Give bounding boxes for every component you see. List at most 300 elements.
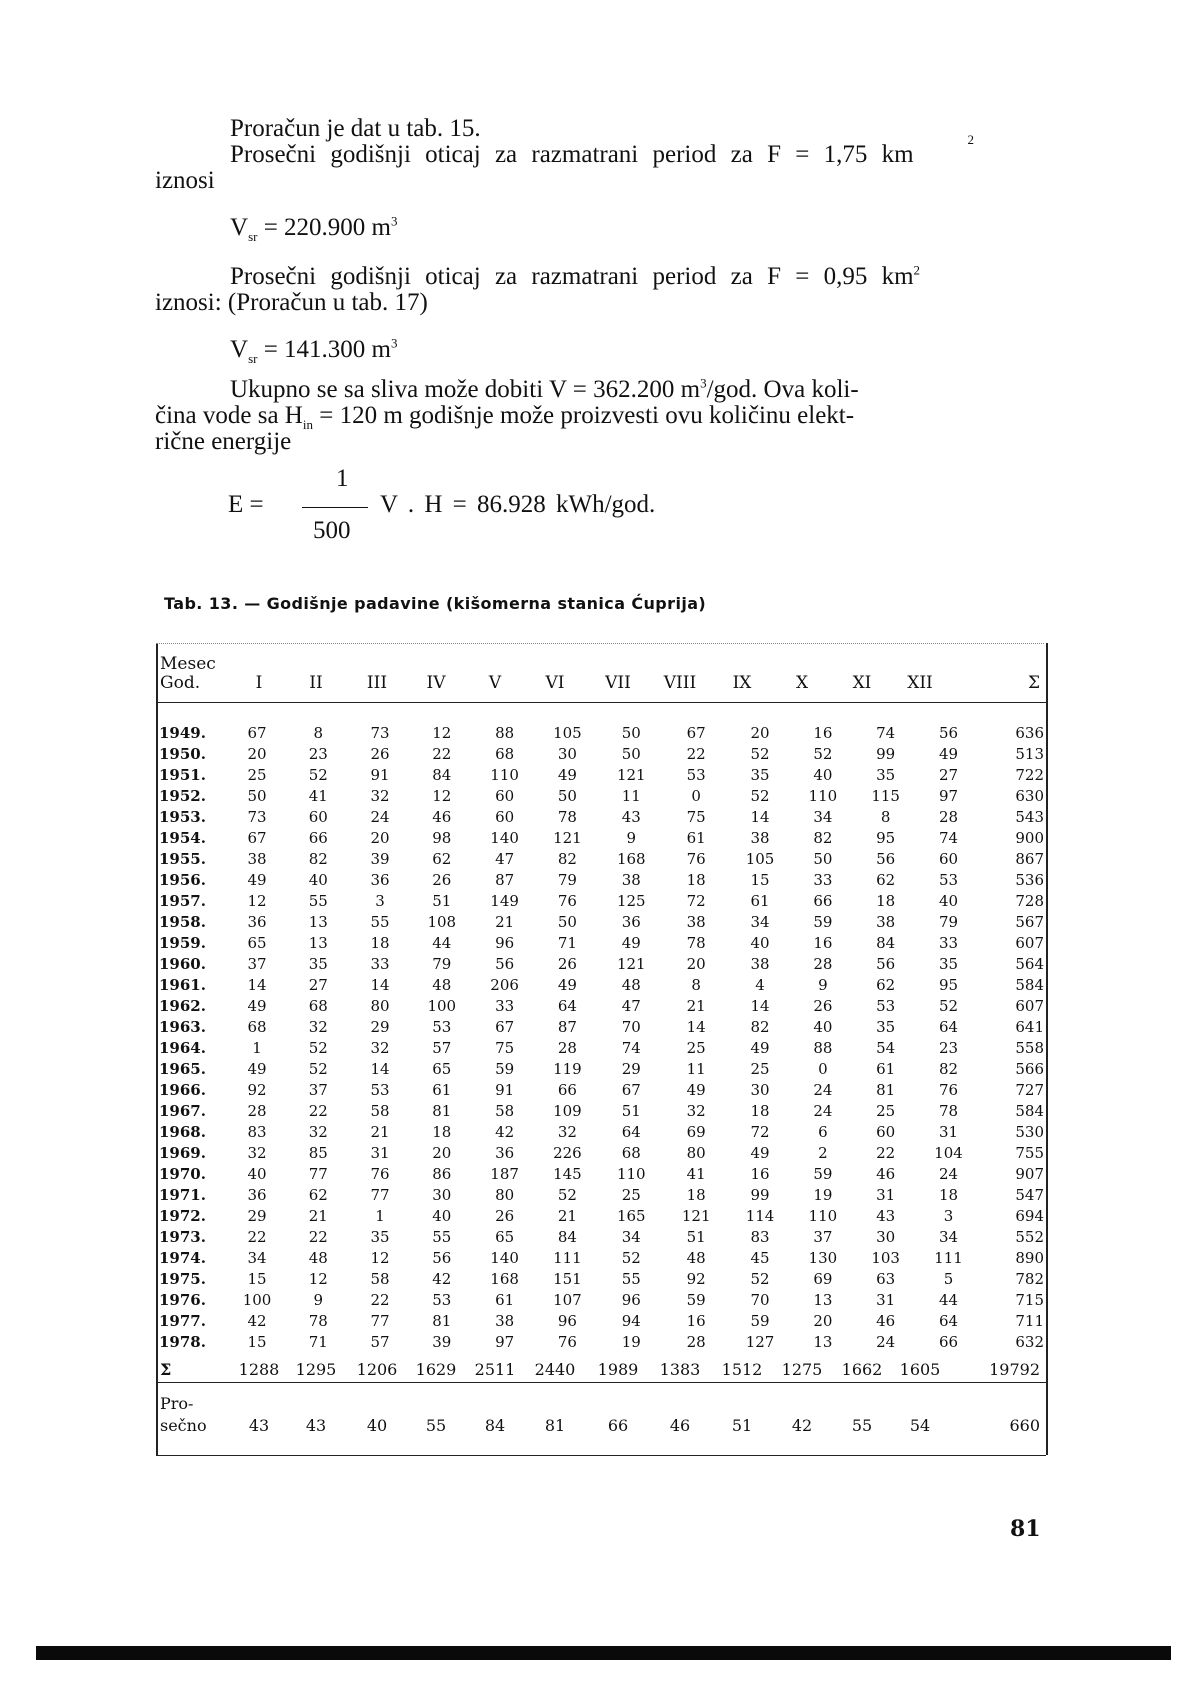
value-cell: 78 bbox=[557, 807, 577, 826]
table-row bbox=[156, 1100, 1046, 1121]
value-cell: 84 bbox=[432, 765, 452, 784]
value-cell: 67 bbox=[247, 723, 267, 742]
value-cell: 55 bbox=[370, 912, 390, 931]
value-cell: 115 bbox=[871, 786, 900, 805]
value-cell: 96 bbox=[621, 1290, 641, 1309]
year-cell: 1972. bbox=[159, 1206, 206, 1225]
value-cell: 3 bbox=[943, 1206, 954, 1225]
average-cell: 43 bbox=[248, 1416, 270, 1435]
year-cell: 1952. bbox=[159, 786, 206, 805]
value-cell: 24 bbox=[370, 807, 390, 826]
table-sum-rule bbox=[156, 1382, 1046, 1383]
value-cell: 48 bbox=[308, 1248, 328, 1267]
average-cell: 40 bbox=[366, 1416, 388, 1435]
year-cell: 1969. bbox=[159, 1143, 206, 1162]
value-cell: 100 bbox=[427, 996, 457, 1015]
value-cell: 29 bbox=[621, 1059, 641, 1078]
value-cell: 31 bbox=[876, 1185, 896, 1204]
value-cell: 121 bbox=[681, 1206, 711, 1225]
value-cell: 50 bbox=[557, 912, 577, 931]
value-cell: 22 bbox=[432, 744, 452, 763]
text-line-3: iznosi bbox=[155, 167, 215, 194]
value-cell: 30 bbox=[876, 1227, 896, 1246]
value-cell: 44 bbox=[938, 1290, 959, 1309]
value-cell: 16 bbox=[813, 723, 833, 742]
value-cell: 40 bbox=[938, 891, 959, 910]
value-cell: 39 bbox=[432, 1332, 452, 1351]
text-line-2 bbox=[230, 132, 974, 170]
value-cell: 57 bbox=[370, 1332, 390, 1351]
value-cell: 49 bbox=[750, 1143, 770, 1162]
value-cell: 32 bbox=[308, 1017, 328, 1036]
value-cell: 15 bbox=[247, 1332, 267, 1351]
value-cell: 110 bbox=[808, 786, 838, 805]
value-cell: 28 bbox=[813, 954, 833, 973]
text-line-10: rične energije bbox=[155, 428, 292, 455]
column-header: IV bbox=[426, 673, 446, 693]
value-cell: 56 bbox=[876, 849, 896, 868]
value-cell: 28 bbox=[557, 1038, 577, 1057]
total-cell: 558 bbox=[1015, 1038, 1044, 1057]
page-number: 81 bbox=[1010, 1516, 1041, 1542]
value-cell: 55 bbox=[432, 1227, 452, 1246]
value-cell: 98 bbox=[432, 828, 452, 847]
value-cell: 62 bbox=[876, 870, 896, 889]
value-cell: 108 bbox=[427, 912, 457, 931]
value-cell: 16 bbox=[813, 933, 833, 952]
year-cell: 1967. bbox=[159, 1101, 206, 1120]
value-cell: 30 bbox=[750, 1080, 770, 1099]
value-cell: 21 bbox=[495, 912, 515, 931]
sum-cell: 19792 bbox=[989, 1360, 1040, 1379]
column-header: XII bbox=[907, 673, 933, 693]
value-cell: 33 bbox=[938, 933, 959, 952]
sum-label: Σ bbox=[160, 1360, 172, 1379]
value-cell: 82 bbox=[557, 849, 577, 868]
year-cell: 1953. bbox=[159, 807, 206, 826]
value-cell: 79 bbox=[432, 954, 452, 973]
value-cell: 74 bbox=[621, 1038, 641, 1057]
value-cell: 95 bbox=[876, 828, 896, 847]
table-row bbox=[156, 1037, 1046, 1058]
value-cell: 74 bbox=[938, 828, 959, 847]
value-cell: 34 bbox=[621, 1227, 641, 1246]
value-cell: 26 bbox=[557, 954, 577, 973]
sum-cell: 1512 bbox=[721, 1360, 763, 1379]
value-cell: 33 bbox=[370, 954, 390, 973]
value-cell: 35 bbox=[876, 765, 896, 784]
value-cell: 61 bbox=[686, 828, 706, 847]
value-cell: 49 bbox=[247, 870, 267, 889]
sum-cell: 1383 bbox=[659, 1360, 701, 1379]
value-cell: 32 bbox=[370, 1038, 390, 1057]
value-cell: 16 bbox=[686, 1311, 706, 1330]
value-cell: 12 bbox=[308, 1269, 328, 1288]
value-cell: 35 bbox=[876, 1017, 896, 1036]
value-cell: 56 bbox=[938, 723, 959, 742]
value-cell: 29 bbox=[247, 1206, 267, 1225]
value-cell: 46 bbox=[432, 807, 452, 826]
value-cell: 42 bbox=[432, 1269, 452, 1288]
value-cell: 6 bbox=[818, 1122, 828, 1141]
value-cell: 52 bbox=[308, 1038, 328, 1057]
value-cell: 68 bbox=[495, 744, 515, 763]
value-cell: 18 bbox=[370, 933, 390, 952]
value-cell: 1 bbox=[252, 1038, 262, 1057]
value-cell: 12 bbox=[370, 1248, 390, 1267]
value-cell: 127 bbox=[745, 1332, 775, 1351]
value-cell: 5 bbox=[943, 1269, 954, 1288]
value-cell: 58 bbox=[370, 1101, 390, 1120]
value-cell: 14 bbox=[686, 1017, 706, 1036]
value-cell: 71 bbox=[308, 1332, 328, 1351]
value-cell: 18 bbox=[750, 1101, 770, 1120]
value-cell: 51 bbox=[432, 891, 452, 910]
total-cell: 564 bbox=[1015, 954, 1044, 973]
value-cell: 22 bbox=[686, 744, 706, 763]
total-cell: 727 bbox=[1015, 1080, 1044, 1099]
value-cell: 59 bbox=[813, 1164, 833, 1183]
value-cell: 50 bbox=[621, 744, 641, 763]
value-cell: 34 bbox=[750, 912, 770, 931]
value-cell: 45 bbox=[750, 1248, 770, 1267]
value-cell: 35 bbox=[308, 954, 328, 973]
value-cell: 20 bbox=[432, 1143, 452, 1162]
value-cell: 66 bbox=[938, 1332, 959, 1351]
value-cell: 23 bbox=[938, 1038, 959, 1057]
table-row bbox=[156, 1184, 1046, 1205]
value-cell: 78 bbox=[686, 933, 706, 952]
year-cell: 1974. bbox=[159, 1248, 206, 1267]
value-cell: 68 bbox=[621, 1143, 641, 1162]
column-header: VIII bbox=[663, 673, 697, 693]
value-cell: 58 bbox=[370, 1269, 390, 1288]
value-cell: 40 bbox=[308, 870, 328, 889]
table-row bbox=[156, 1079, 1046, 1100]
year-cell: 1975. bbox=[159, 1269, 206, 1288]
value-cell: 62 bbox=[876, 975, 896, 994]
value-cell: 38 bbox=[750, 954, 770, 973]
value-cell: 38 bbox=[750, 828, 770, 847]
value-cell: 60 bbox=[495, 807, 515, 826]
value-cell: 13 bbox=[813, 1332, 833, 1351]
value-cell: 33 bbox=[813, 870, 833, 889]
value-cell: 74 bbox=[876, 723, 896, 742]
value-cell: 68 bbox=[247, 1017, 267, 1036]
total-cell: 867 bbox=[1015, 849, 1044, 868]
value-cell: 92 bbox=[686, 1269, 706, 1288]
year-cell: 1965. bbox=[159, 1059, 206, 1078]
value-cell: 14 bbox=[750, 807, 770, 826]
value-cell: 52 bbox=[938, 996, 959, 1015]
value-cell: 78 bbox=[308, 1311, 328, 1330]
value-cell: 187 bbox=[490, 1164, 519, 1183]
value-cell: 27 bbox=[308, 975, 328, 994]
value-cell: 64 bbox=[557, 996, 577, 1015]
value-cell: 73 bbox=[370, 723, 390, 742]
value-cell: 76 bbox=[557, 891, 577, 910]
value-cell: 20 bbox=[247, 744, 267, 763]
value-cell: 41 bbox=[686, 1164, 706, 1183]
total-cell: 552 bbox=[1015, 1227, 1044, 1246]
value-cell: 18 bbox=[686, 870, 706, 889]
value-cell: 0 bbox=[818, 1059, 828, 1078]
value-cell: 8 bbox=[691, 975, 701, 994]
value-cell: 61 bbox=[495, 1290, 515, 1309]
value-cell: 33 bbox=[495, 996, 515, 1015]
value-cell: 66 bbox=[557, 1080, 577, 1099]
value-cell: 49 bbox=[621, 933, 641, 952]
value-cell: 121 bbox=[616, 954, 646, 973]
value-cell: 82 bbox=[308, 849, 328, 868]
value-cell: 61 bbox=[432, 1080, 452, 1099]
value-cell: 44 bbox=[432, 933, 452, 952]
value-cell: 20 bbox=[370, 828, 390, 847]
value-cell: 40 bbox=[813, 1017, 833, 1036]
text-line-9: čina vode sa $H_{in} = 120$ m godišnje može proizvesti ovu količinu elekt- bbox=[155, 402, 855, 432]
value-cell: 71 bbox=[557, 933, 577, 952]
sum-cell: 1295 bbox=[295, 1360, 337, 1379]
table-row bbox=[156, 848, 1046, 869]
value-cell: 67 bbox=[621, 1080, 641, 1099]
year-cell: 1963. bbox=[159, 1017, 206, 1036]
value-cell: 121 bbox=[553, 828, 582, 847]
value-cell: 56 bbox=[876, 954, 896, 973]
value-cell: 31 bbox=[876, 1290, 896, 1309]
value-cell: 9 bbox=[626, 828, 637, 847]
year-cell: 1957. bbox=[159, 891, 206, 910]
value-cell: 60 bbox=[938, 849, 959, 868]
value-cell: 82 bbox=[813, 828, 833, 847]
value-cell: 4 bbox=[755, 975, 765, 994]
equation-numerator: 1 bbox=[336, 465, 349, 492]
column-header: II bbox=[309, 673, 323, 693]
value-cell: 61 bbox=[750, 891, 770, 910]
value-cell: 81 bbox=[432, 1311, 452, 1330]
total-cell: 632 bbox=[1015, 1332, 1044, 1351]
equation-rhs: V . H = 86.928 kWh/god. bbox=[380, 491, 656, 518]
sum-cell: 1605 bbox=[899, 1360, 941, 1379]
value-cell: 32 bbox=[370, 786, 390, 805]
table-row bbox=[156, 785, 1046, 806]
value-cell: 18 bbox=[876, 891, 896, 910]
value-cell: 53 bbox=[370, 1080, 390, 1099]
average-label-1: Pro- bbox=[160, 1394, 194, 1413]
value-cell: 91 bbox=[370, 765, 390, 784]
value-cell: 140 bbox=[490, 828, 519, 847]
value-cell: 14 bbox=[247, 975, 267, 994]
total-cell: 607 bbox=[1015, 996, 1044, 1015]
value-cell: 110 bbox=[808, 1206, 838, 1225]
value-cell: 12 bbox=[432, 786, 452, 805]
sum-cell: 1288 bbox=[238, 1360, 280, 1379]
total-cell: 547 bbox=[1015, 1185, 1044, 1204]
table-row bbox=[156, 1247, 1046, 1268]
total-cell: 513 bbox=[1015, 744, 1044, 763]
total-cell: 900 bbox=[1015, 828, 1044, 847]
value-cell: 11 bbox=[686, 1059, 706, 1078]
value-cell: 85 bbox=[308, 1143, 328, 1162]
value-cell: 43 bbox=[621, 807, 641, 826]
average-cell: 55 bbox=[425, 1416, 447, 1435]
equation-lhs: E = bbox=[228, 491, 264, 518]
value-cell: 80 bbox=[495, 1185, 515, 1204]
value-cell: 25 bbox=[686, 1038, 706, 1057]
value-cell: 51 bbox=[686, 1227, 706, 1246]
value-cell: 43 bbox=[876, 1206, 896, 1225]
value-cell: 42 bbox=[495, 1122, 515, 1141]
value-cell: 34 bbox=[938, 1227, 959, 1246]
value-cell: 21 bbox=[686, 996, 706, 1015]
value-cell: 82 bbox=[938, 1059, 959, 1078]
value-cell: 52 bbox=[308, 1059, 328, 1078]
value-cell: 2 bbox=[818, 1143, 828, 1162]
text-line-5: Prosečni godišnji oticaj za razmatrani period za F = 0,95 $km^2$ bbox=[230, 262, 921, 290]
value-cell: 36 bbox=[247, 1185, 267, 1204]
value-cell: 38 bbox=[876, 912, 896, 931]
value-cell: 79 bbox=[557, 870, 577, 889]
value-cell: 25 bbox=[750, 1059, 770, 1078]
average-label-2: sečno bbox=[160, 1416, 207, 1435]
value-cell: 13 bbox=[813, 1290, 833, 1309]
sum-cell: 1629 bbox=[415, 1360, 457, 1379]
value-cell: 119 bbox=[553, 1059, 582, 1078]
table-row bbox=[156, 890, 1046, 911]
total-cell: 907 bbox=[1015, 1164, 1044, 1183]
value-cell: 84 bbox=[557, 1227, 577, 1246]
value-cell: 56 bbox=[495, 954, 515, 973]
year-cell: 1978. bbox=[159, 1332, 206, 1351]
value-cell: 20 bbox=[686, 954, 706, 973]
value-cell: 11 bbox=[621, 786, 641, 805]
value-cell: 26 bbox=[432, 870, 452, 889]
value-cell: 65 bbox=[247, 933, 267, 952]
value-cell: 70 bbox=[750, 1290, 770, 1309]
value-cell: 49 bbox=[938, 744, 959, 763]
total-cell: 728 bbox=[1015, 891, 1044, 910]
value-cell: 9 bbox=[818, 975, 828, 994]
value-cell: 28 bbox=[247, 1101, 267, 1120]
value-cell: 37 bbox=[247, 954, 267, 973]
value-cell: 206 bbox=[490, 975, 519, 994]
table-row bbox=[156, 1016, 1046, 1037]
column-header: I bbox=[255, 673, 263, 693]
value-cell: 34 bbox=[247, 1248, 267, 1267]
table-row bbox=[156, 932, 1046, 953]
table-row bbox=[156, 1268, 1046, 1289]
value-cell: 35 bbox=[370, 1227, 390, 1246]
value-cell: 8 bbox=[880, 807, 891, 826]
value-cell: 105 bbox=[745, 849, 775, 868]
value-cell: 57 bbox=[432, 1038, 452, 1057]
sum-cell: 2511 bbox=[474, 1360, 516, 1379]
total-cell: 567 bbox=[1015, 912, 1044, 931]
table-row bbox=[156, 1310, 1046, 1331]
total-cell: 782 bbox=[1015, 1269, 1044, 1288]
total-cell: 566 bbox=[1015, 1059, 1044, 1078]
formula-vsr-2: $V_{sr} = 141.300$ $m^3$ bbox=[230, 335, 398, 366]
value-cell: 87 bbox=[495, 870, 515, 889]
value-cell: 52 bbox=[750, 744, 770, 763]
average-cell: 42 bbox=[791, 1416, 813, 1435]
value-cell: 49 bbox=[750, 1038, 770, 1057]
value-cell: 49 bbox=[247, 996, 267, 1015]
value-cell: 46 bbox=[876, 1311, 896, 1330]
value-cell: 83 bbox=[247, 1122, 267, 1141]
total-cell: 630 bbox=[1015, 786, 1044, 805]
value-cell: 37 bbox=[308, 1080, 328, 1099]
average-cell: 51 bbox=[731, 1416, 753, 1435]
value-cell: 30 bbox=[432, 1185, 452, 1204]
value-cell: 62 bbox=[308, 1185, 328, 1204]
value-cell: 76 bbox=[686, 849, 706, 868]
value-cell: 34 bbox=[813, 807, 833, 826]
value-cell: 38 bbox=[247, 849, 267, 868]
average-cell: 55 bbox=[851, 1416, 873, 1435]
value-cell: 59 bbox=[686, 1290, 706, 1309]
header-month: Mesec bbox=[160, 654, 216, 674]
value-cell: 67 bbox=[247, 828, 267, 847]
table-header-rule bbox=[156, 702, 1046, 703]
year-cell: 1976. bbox=[159, 1290, 206, 1309]
year-cell: 1977. bbox=[159, 1311, 206, 1330]
sum-cell: 1989 bbox=[597, 1360, 639, 1379]
value-cell: 96 bbox=[495, 933, 515, 952]
value-cell: 69 bbox=[813, 1269, 833, 1288]
value-cell: 22 bbox=[308, 1227, 328, 1246]
value-cell: 55 bbox=[621, 1269, 641, 1288]
value-cell: 105 bbox=[553, 723, 582, 742]
total-cell: 607 bbox=[1015, 933, 1044, 952]
table-row bbox=[156, 1058, 1046, 1079]
year-cell: 1958. bbox=[159, 912, 206, 931]
year-cell: 1951. bbox=[159, 765, 206, 784]
value-cell: 64 bbox=[938, 1017, 959, 1036]
value-cell: 53 bbox=[432, 1290, 452, 1309]
year-cell: 1954. bbox=[159, 828, 206, 847]
value-cell: 66 bbox=[308, 828, 328, 847]
value-cell: 67 bbox=[686, 723, 706, 742]
sum-cell: 1275 bbox=[781, 1360, 823, 1379]
year-cell: 1971. bbox=[159, 1185, 206, 1204]
value-cell: 49 bbox=[686, 1080, 706, 1099]
value-cell: 68 bbox=[308, 996, 328, 1015]
value-cell: 25 bbox=[247, 765, 267, 784]
value-cell: 83 bbox=[750, 1227, 770, 1246]
year-cell: 1970. bbox=[159, 1164, 206, 1183]
value-cell: 8 bbox=[313, 723, 324, 742]
value-cell: 76 bbox=[557, 1332, 577, 1351]
value-cell: 31 bbox=[370, 1143, 390, 1162]
value-cell: 77 bbox=[370, 1311, 390, 1330]
value-cell: 56 bbox=[432, 1248, 452, 1267]
value-cell: 21 bbox=[308, 1206, 328, 1225]
value-cell: 63 bbox=[876, 1269, 896, 1288]
total-cell: 543 bbox=[1015, 807, 1044, 826]
value-cell: 26 bbox=[813, 996, 833, 1015]
value-cell: 59 bbox=[813, 912, 833, 931]
value-cell: 79 bbox=[938, 912, 959, 931]
value-cell: 38 bbox=[686, 912, 706, 931]
value-cell: 52 bbox=[557, 1185, 577, 1204]
table-row bbox=[156, 764, 1046, 785]
value-cell: 100 bbox=[242, 1290, 272, 1309]
value-cell: 145 bbox=[553, 1164, 582, 1183]
total-cell: 711 bbox=[1015, 1311, 1044, 1330]
year-cell: 1973. bbox=[159, 1227, 206, 1246]
value-cell: 24 bbox=[876, 1332, 896, 1351]
value-cell: 37 bbox=[813, 1227, 833, 1246]
